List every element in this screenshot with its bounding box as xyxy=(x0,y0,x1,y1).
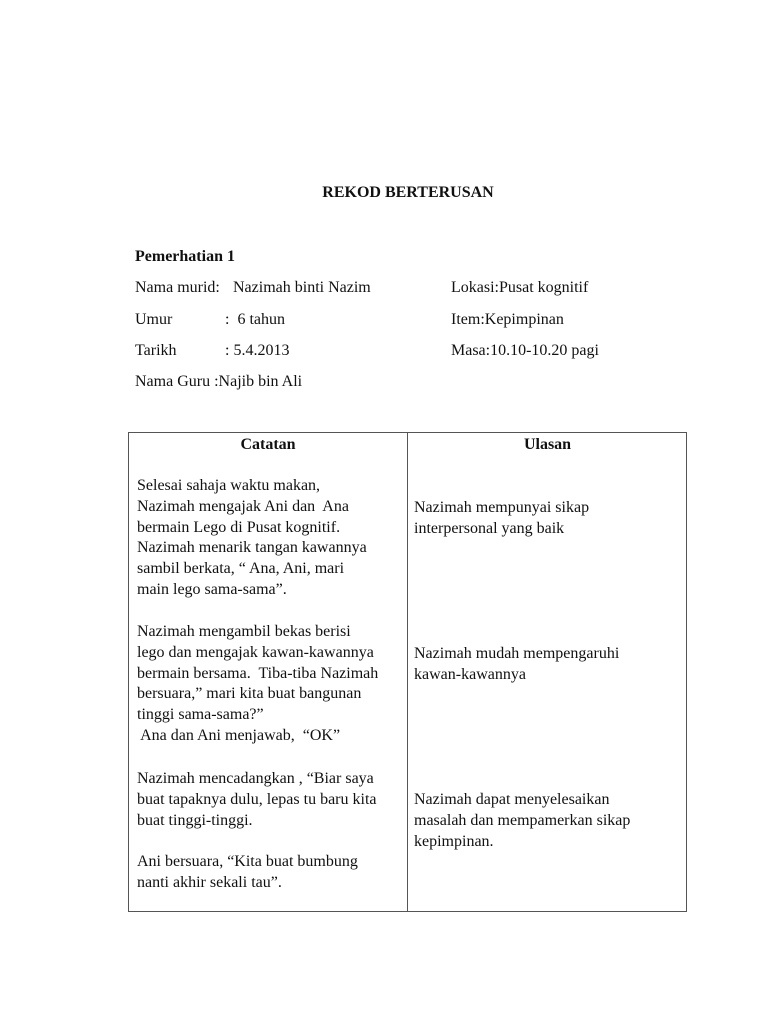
column-divider xyxy=(407,433,408,911)
nama-guru-value: :Najib bin Ali xyxy=(210,373,303,390)
info-item: Item:Kepimpinan xyxy=(451,311,564,328)
catatan-entry-2: Nazimah mengambil bekas berisi lego dan mengajak kawan-kawannya bermain bersama. Tiba-tiba Nazimah bersuara,” mari kita buat bangunan tinggi sama-sama?” Ana dan Ani menjawab, “OK” xyxy=(137,623,379,744)
info-lokasi: Lokasi:Pusat kognitif xyxy=(451,279,589,296)
ulasan-entry-1: Nazimah mempunyai sikap interpersonal yang baik xyxy=(414,499,590,537)
catatan-header: Catatan xyxy=(240,436,296,453)
catatan-entry-1: Selesai sahaja waktu makan, Nazimah mengajak Ani dan Ana bermain Lego di Pusat kognitif. Nazimah menarik tangan kawannya sambil berkata, “ Ana, Ani, mari main lego sama-sama”. xyxy=(137,477,367,598)
info-masa: Masa:10.10-10.20 pagi xyxy=(451,342,599,359)
document-title: REKOD BERTERUSAN xyxy=(322,184,494,201)
umur-value: : 6 tahun xyxy=(225,311,285,328)
umur-label: Umur xyxy=(135,311,173,328)
observation-table xyxy=(128,432,687,912)
nama-murid-value: Nazimah binti Nazim xyxy=(225,279,371,296)
nama-murid-label: Nama murid: xyxy=(135,279,220,296)
ulasan-entry-3: Nazimah dapat menyelesaikan masalah dan mempamerkan sikap kepimpinan. xyxy=(414,791,631,850)
info-nama-murid xyxy=(135,278,371,298)
ulasan-entry-2: Nazimah mudah mempengaruhi kawan-kawannya xyxy=(414,645,620,683)
tarikh-value: : 5.4.2013 xyxy=(225,342,290,359)
nama-guru-label: Nama Guru xyxy=(135,373,211,390)
info-umur xyxy=(135,310,285,330)
info-tarikh xyxy=(135,341,289,361)
catatan-entry-4: Ani bersuara, “Kita buat bumbung nanti akhir sekali tau”. xyxy=(137,853,358,891)
tarikh-label: Tarikh xyxy=(135,342,177,359)
ulasan-header: Ulasan xyxy=(523,436,572,453)
catatan-entry-3: Nazimah mencadangkan , “Biar saya buat tapaknya dulu, lepas tu baru kita buat tinggi-tinggi. xyxy=(137,770,377,829)
section-heading: Pemerhatian 1 xyxy=(135,248,235,265)
info-nama-guru xyxy=(135,372,302,392)
